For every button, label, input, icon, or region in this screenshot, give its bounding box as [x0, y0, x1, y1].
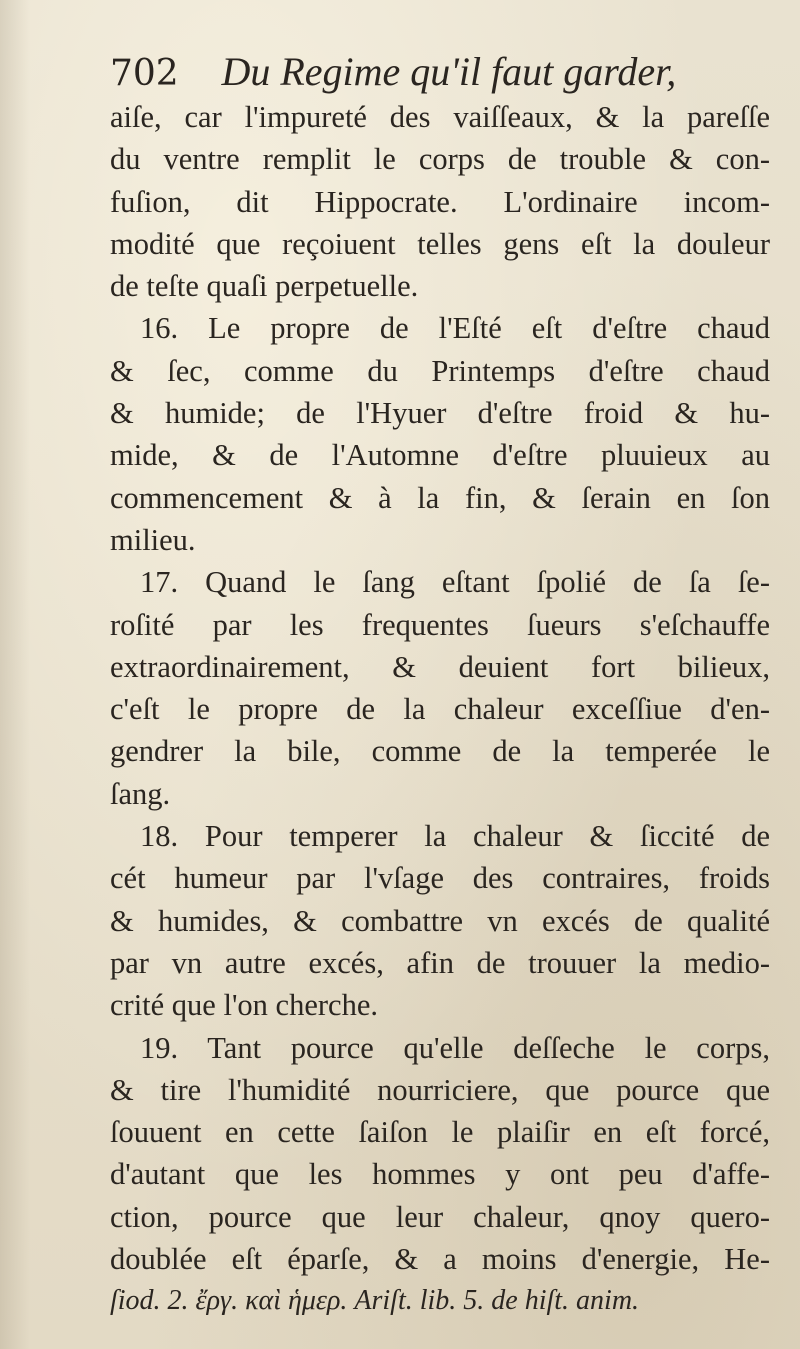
text-line: aiſe, car l'impureté des vaiſſeaux, & la pareſſe — [110, 100, 770, 134]
text-line: crité que l'on cherche. — [110, 988, 378, 1023]
page-header — [110, 46, 770, 98]
text-line: 17. Quand le ſang eſtant ſpolié de ſa ſe- — [140, 565, 770, 600]
text-line: cét humeur par l'vſage des contraires, froids — [110, 861, 770, 896]
text-line: 19. Tant pource qu'elle deſſeche le corps, — [140, 1030, 770, 1065]
page-number: 702 — [110, 53, 179, 94]
text-line: & humides, & combattre vn excés de qualité — [110, 903, 770, 938]
text-line: 18. Pour temperer la chaleur & ſiccité de — [140, 819, 770, 854]
text-line: d'autant que les hommes y ont peu d'affe- — [110, 1157, 770, 1192]
text-line: ſang. — [110, 776, 171, 811]
text-line: fuſion, dit Hippocrate. L'ordinaire incom- — [110, 184, 770, 219]
text-line: & humide; de l'Hyuer d'eſtre froid & hu- — [110, 396, 770, 431]
text-line: ſouuent en cette ſaiſon le plaiſir en eſt forcé, — [110, 1115, 770, 1150]
text-line: roſité par les frequentes ſueurs s'eſchauffe — [110, 607, 770, 642]
text-line: c'eſt le propre de la chaleur exceſſiue d'en- — [110, 692, 770, 727]
text-line: & tire l'humidité nourriciere, que pource que — [110, 1072, 770, 1107]
running-title: Du Regime qu'il faut garder, — [221, 49, 677, 94]
text-line: milieu. — [110, 522, 196, 557]
citation-line: ſiod. 2. ἔργ. καὶ ἡμερ. Ariſt. lib. 5. de hiſt. anim. — [110, 1285, 640, 1317]
text-line: 16. Le propre de l'Eſté eſt d'eſtre chaud — [140, 311, 770, 346]
text-line: gendrer la bile, comme de la temperée le — [110, 734, 770, 769]
body-text — [110, 96, 770, 1323]
text-line: modité que reçoiuent telles gens eſt la douleur — [110, 226, 770, 261]
text-line: du ventre remplit le corps de trouble & con- — [110, 142, 770, 177]
text-line: commencement & à la fin, & ſerain en ſon — [110, 480, 770, 515]
text-line: extraordinairement, & deuient fort bilieux, — [110, 649, 770, 684]
spine-shadow — [0, 0, 30, 1349]
text-line: mide, & de l'Automne d'eſtre pluuieux au — [110, 438, 770, 473]
text-line: de teſte quaſi perpetuelle. — [110, 269, 419, 304]
text-line: ction, pource que leur chaleur, qnoy quero- — [110, 1199, 770, 1234]
text-line: & ſec, comme du Printemps d'eſtre chaud — [110, 353, 770, 388]
text-line: doublée eſt éparſe, & a moins d'energie, He- — [110, 1242, 770, 1277]
text-line: par vn autre excés, afin de trouuer la medio- — [110, 945, 770, 980]
